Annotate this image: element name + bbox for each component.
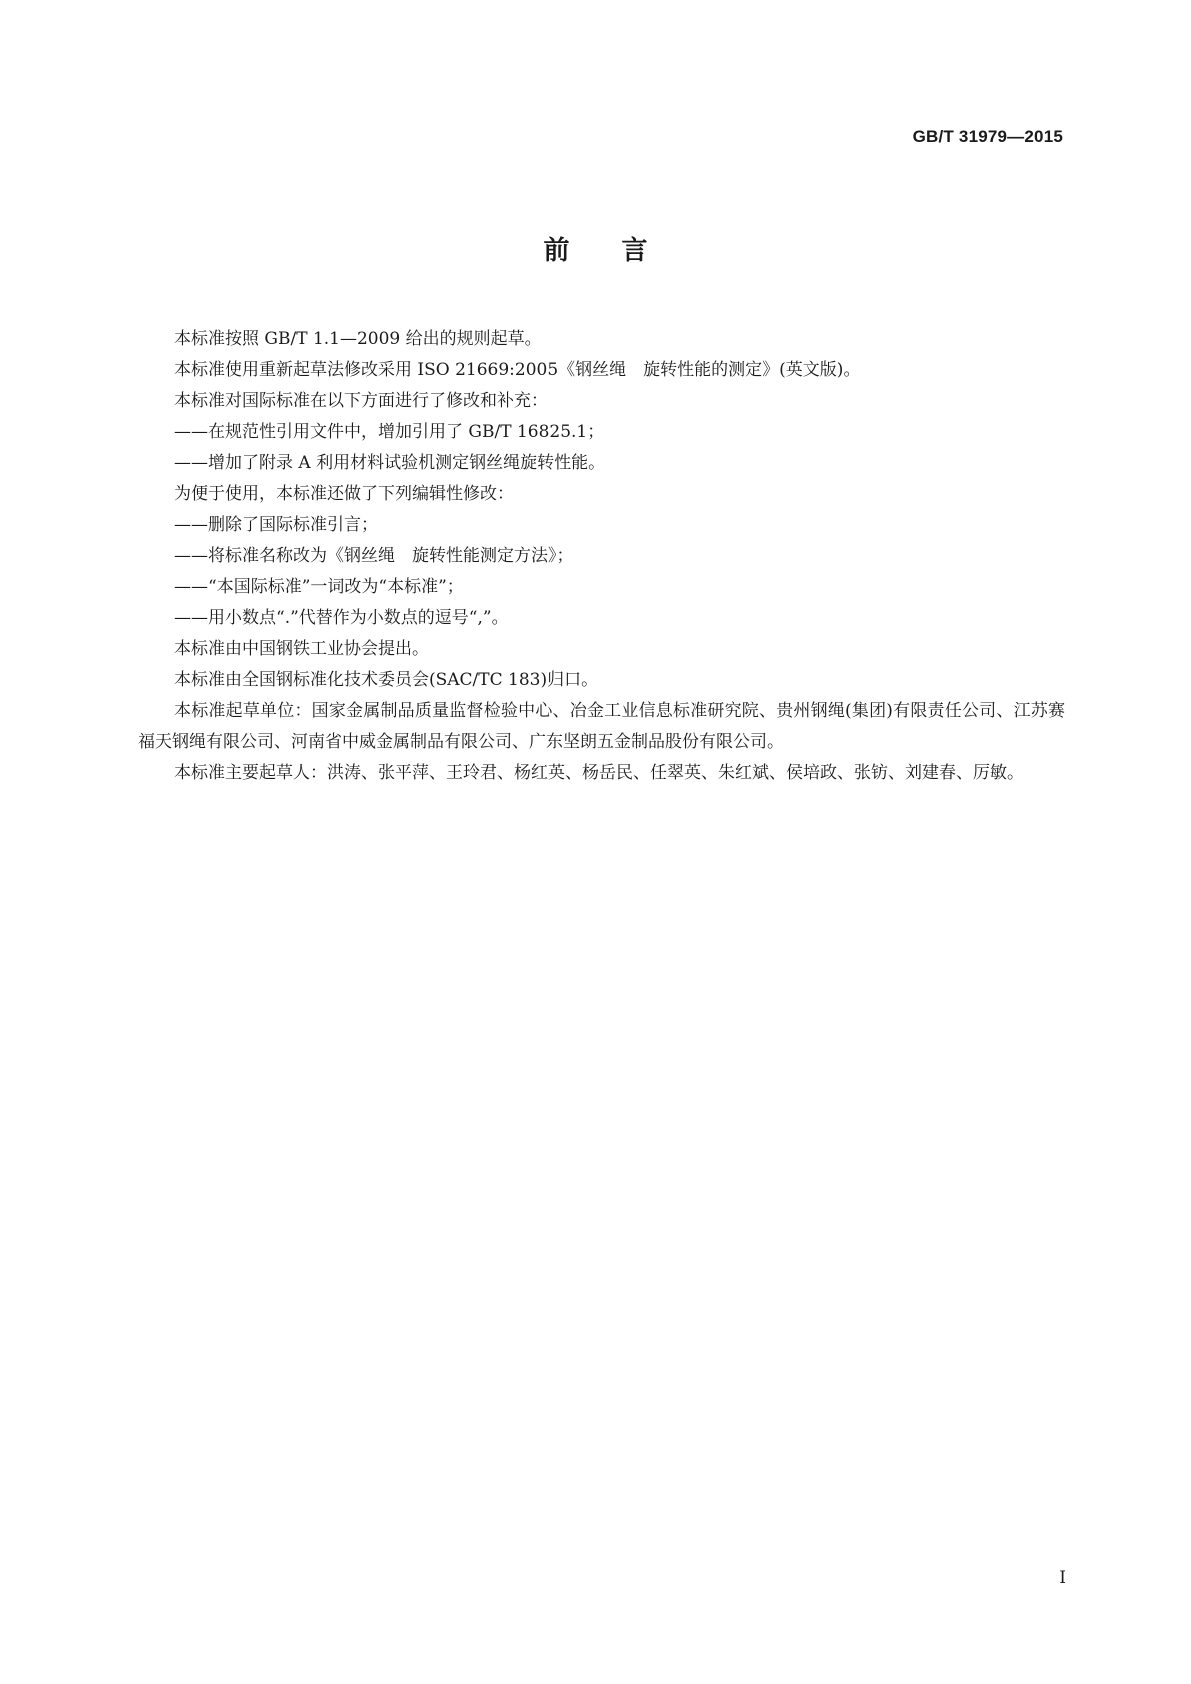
paragraph-modifications-intro: 本标准对国际标准在以下方面进行了修改和补充： (174, 391, 548, 411)
list-item: ——“本国际标准”一词改为“本标准”； (174, 577, 464, 597)
paragraph-proposer: 本标准由中国钢铁工业协会提出。 (174, 639, 429, 659)
paragraph-drafters: 本标准主要起草人：洪涛、张平萍、王玲君、杨红英、杨岳民、任翠英、朱红斌、侯培政、张钫、刘建春、厉敏。 (174, 763, 1024, 783)
paragraph-adoption: 本标准使用重新起草法修改采用 ISO 21669:2005《钢丝绳 旋转性能的测定》(英文版)。 (174, 360, 861, 380)
list-item: ——将标准名称改为《钢丝绳 旋转性能测定方法》； (174, 546, 574, 566)
list-item: ——删除了国际标准引言； (174, 515, 378, 535)
paragraph-editorial-intro: 为便于使用，本标准还做了下列编辑性修改： (174, 484, 514, 504)
foreword-body (138, 324, 1065, 789)
standard-code: GB/T 31979—2015 (912, 127, 1063, 146)
paragraph-drafting-rules: 本标准按照 GB/T 1.1—2009 给出的规则起草。 (174, 329, 542, 349)
page-title: 前言 (543, 236, 700, 266)
list-item: ——增加了附录 A 利用材料试验机测定钢丝绳旋转性能。 (174, 453, 606, 473)
paragraph-administration: 本标准由全国钢标准化技术委员会(SAC/TC 183)归口。 (174, 670, 599, 690)
list-item: ——在规范性引用文件中，增加引用了 GB/T 16825.1； (174, 422, 605, 442)
page-number: I (1059, 1568, 1066, 1588)
paragraph-drafting-units: 本标准起草单位：国家金属制品质量监督检验中心、冶金工业信息标准研究院、贵州钢绳(集团)有限责任公司、江苏赛福天钢绳有限公司、河南省中威金属制品有限公司、广东坚朗五金制品股份有限公司。 (138, 701, 1065, 752)
list-item: ——用小数点“.”代替作为小数点的逗号“,”。 (174, 608, 509, 628)
